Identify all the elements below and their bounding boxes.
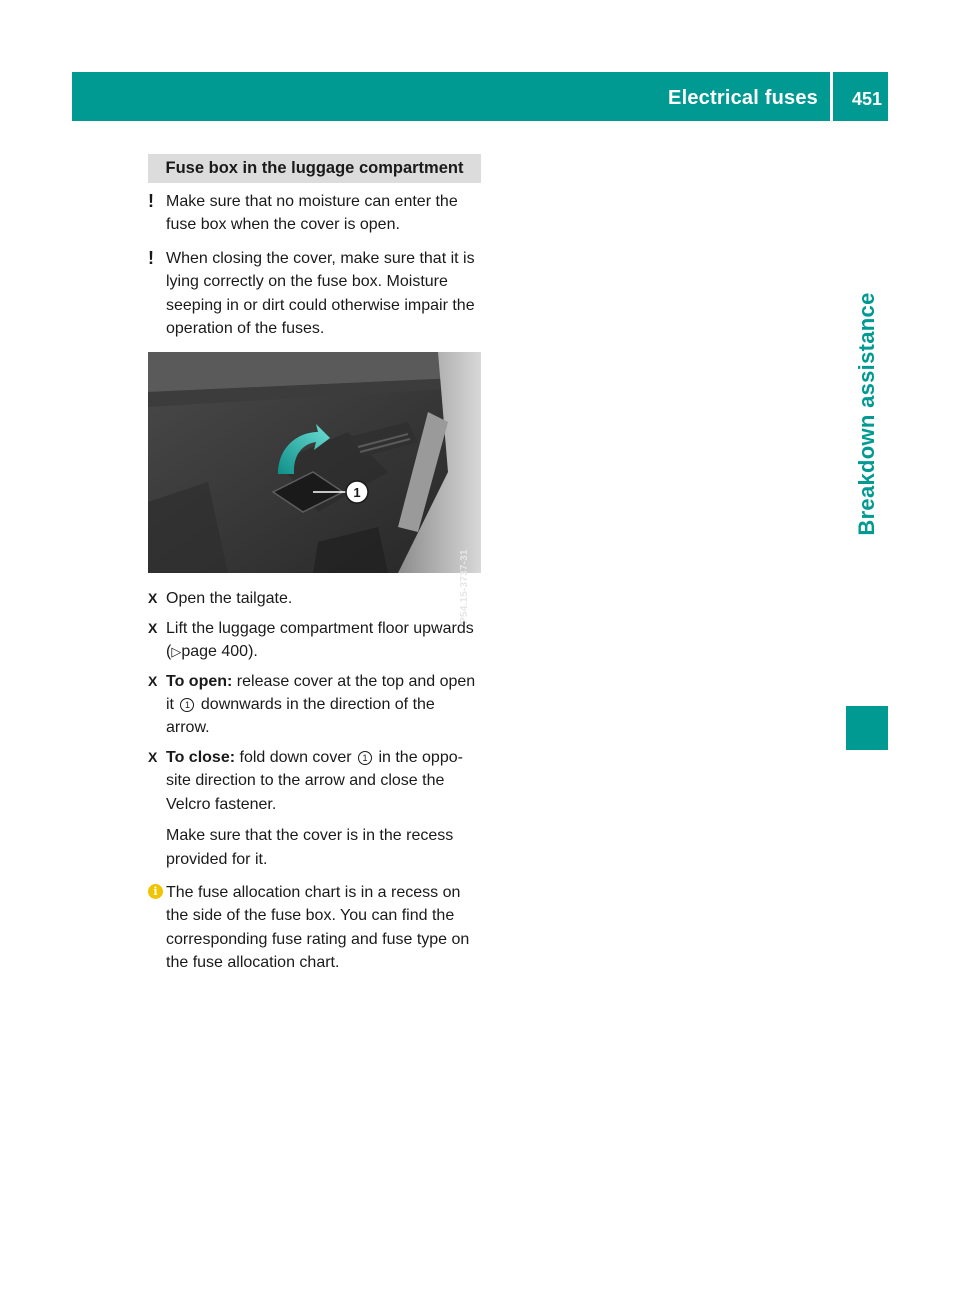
step-arrow-icon: X — [148, 748, 158, 765]
info-text: The fuse allocation chart is in a recess on the side of the fuse box. You can find the corresponding fuse rating and fuse type on the fuse allocation chart. — [166, 883, 470, 972]
step-note: Make sure that the cover is in the recess provided for it. — [166, 827, 454, 868]
step-arrow-icon: X — [148, 590, 158, 607]
instruction-step — [148, 617, 481, 664]
step-text: fold down cover — [235, 748, 356, 766]
info-icon: i — [148, 884, 163, 899]
step-label: To open: — [166, 672, 233, 690]
figure-callout: 1 — [353, 485, 361, 501]
page-number: 451 — [851, 89, 882, 109]
warning-text: When closing the cover, make sure that it is lying correctly on the fuse box. Moisture seeping in or dirt could otherwise impair the operation of the fuses. — [166, 249, 475, 338]
warning-text: Make sure that no moisture can enter the fuse box when the cover is open. — [166, 193, 458, 234]
page-reference-link[interactable]: page 400). — [181, 643, 258, 661]
chapter-tab — [846, 140, 888, 688]
step-text: release cover at the top and open it — [166, 672, 476, 714]
page-header — [72, 72, 888, 121]
instruction-step — [148, 670, 481, 740]
warning-note — [148, 190, 481, 237]
info-note — [148, 881, 481, 975]
warning-icon: ! — [148, 247, 154, 268]
section-heading: Fuse box in the luggage compartment — [148, 154, 481, 183]
step-arrow-icon: X — [148, 672, 158, 689]
step-text: Open the tailgate. — [166, 590, 293, 608]
step-text: downwards in the direction of the arrow. — [166, 696, 435, 737]
step-label: To close: — [166, 748, 236, 766]
header-title: Electrical fuses — [668, 87, 818, 109]
chapter-tab-label: Breakdown assistance — [854, 292, 879, 536]
step-text: Lift the luggage compartment floor upwards ( — [166, 619, 474, 661]
warning-note — [148, 247, 481, 341]
warning-icon: ! — [148, 191, 154, 211]
callout-marker: 1 — [358, 751, 372, 765]
callout-marker: 1 — [180, 698, 194, 712]
figure-illustration — [148, 352, 481, 573]
figure-code: P54.15-3737-31 — [459, 549, 471, 624]
page-reference-icon: ▷ — [171, 644, 182, 660]
instruction-step — [148, 746, 481, 871]
step-text: in the oppo-site direction to the arrow and close the Velcro fastener. — [166, 748, 463, 813]
main-content — [148, 154, 481, 985]
chapter-tab-marker — [846, 706, 888, 750]
header-divider — [830, 72, 833, 121]
step-arrow-icon: X — [148, 619, 158, 636]
instruction-step — [148, 587, 481, 610]
